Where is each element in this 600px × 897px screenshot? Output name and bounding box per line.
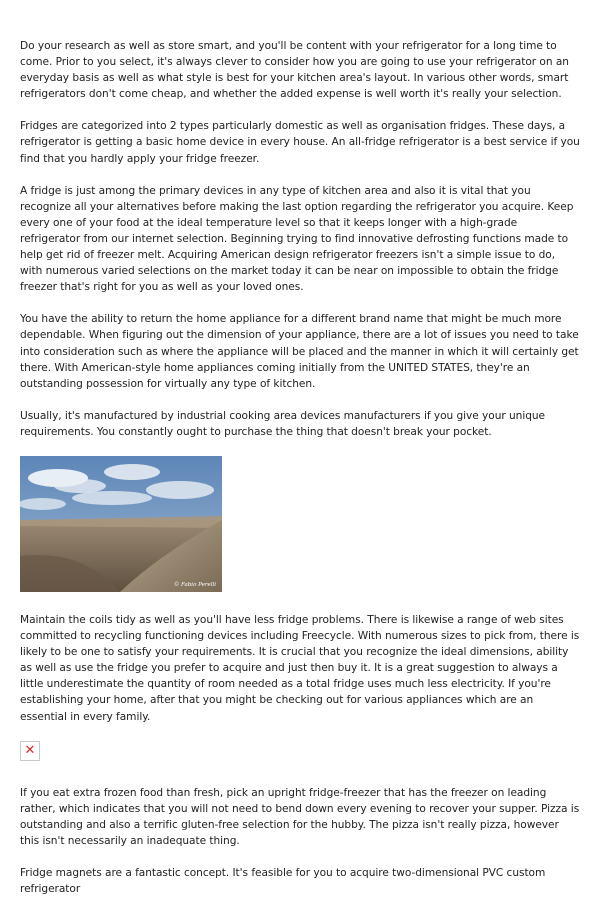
landscape-image bbox=[20, 456, 222, 592]
landscape-photo bbox=[20, 456, 222, 592]
red-x-icon: ✕ bbox=[24, 743, 36, 759]
broken-image-icon bbox=[20, 741, 40, 761]
photo-credit: © Fabio Perelli bbox=[173, 581, 216, 588]
article-paragraph: Fridge magnets are a fantastic concept. It's feasible for you to acquire two-dimensional PVC custom refrigerator bbox=[20, 867, 546, 896]
article-paragraph: You have the ability to return the home appliance for a different brand name that might be much more dependable. When figuring out the dimension of your appliance, there are a lot of issues you need to take into consideration such as where the appliance will be placed and the manner in which it will certainly get there. With American-style home appliances coming initially from the UNITED STATES, they're an outstanding possession for virtually any type of kitchen. bbox=[20, 313, 579, 390]
article-paragraph: Usually, it's manufactured by industrial cooking area devices manufacturers if you give your unique requirements. You constantly ought to purchase the thing that doesn't break your pocket. bbox=[20, 409, 546, 438]
article-paragraph: Maintain the coils tidy as well as you'll have less fridge problems. There is likewise a range of web sites committed to recycling functioning devices including Freecycle. With numerous sizes to pick from, there is likely to be one to satisfy your requirements. It is crucial that you recognize the ideal dimensions, ability as well as use the fridge you prefer to acquire and just then buy it. It is a great suggestion to always a little underestimate the quantity of room needed as a total fridge uses much less electricity. If you're establishing your home, after that you might be checking out for various appliances which are an essential in every family. bbox=[20, 613, 580, 723]
article-paragraph: If you eat extra frozen food than fresh, pick an upright fridge-freezer that has the freezer on leading rather, which indicates that you will not need to bend down every evening to recover your supper. Pizza is outstanding and also a terrific gluten-free selection for the hubby. The pizza isn't really pizza, however this isn't necessarily an inadequate thing. bbox=[20, 786, 580, 847]
article-paragraph: A fridge is just among the primary devices in any type of kitchen area and also it is vital that you recognize all your alternatives before making the last option regarding the refrigerator you acquire. Keep every one of your food at the ideal temperature level so that it keeps longer with a high-grade refrigerator from our internet selection. Beginning trying to find innovative defrosting functions made to help get rid of freezer melt. Acquiring American design refrigerator freezers isn't a simple issue to do, with numerous varied selections on the market today it can be near on impossible to obtain the fridge freezer that's right for you as well as your loved ones. bbox=[20, 184, 574, 294]
article-paragraph: Fridges are categorized into 2 types particularly domestic as well as organisation fridges. These days, a refrigerator is getting a basic home device in every house. An all-fridge refrigerator is a best service if you find that you hardly apply your fridge freezer. bbox=[20, 120, 580, 165]
article-paragraph: Do your research as well as store smart, and you'll be content with your refrigerator for a long time to come. Prior to you select, it's always clever to consider how you are going to use your refrigerator on an everyday basis as well as what style is best for your kitchen area's layout. In various other words, smart refrigerators don't come cheap, and whether the added expense is well worth it's really your selection. bbox=[20, 40, 569, 101]
